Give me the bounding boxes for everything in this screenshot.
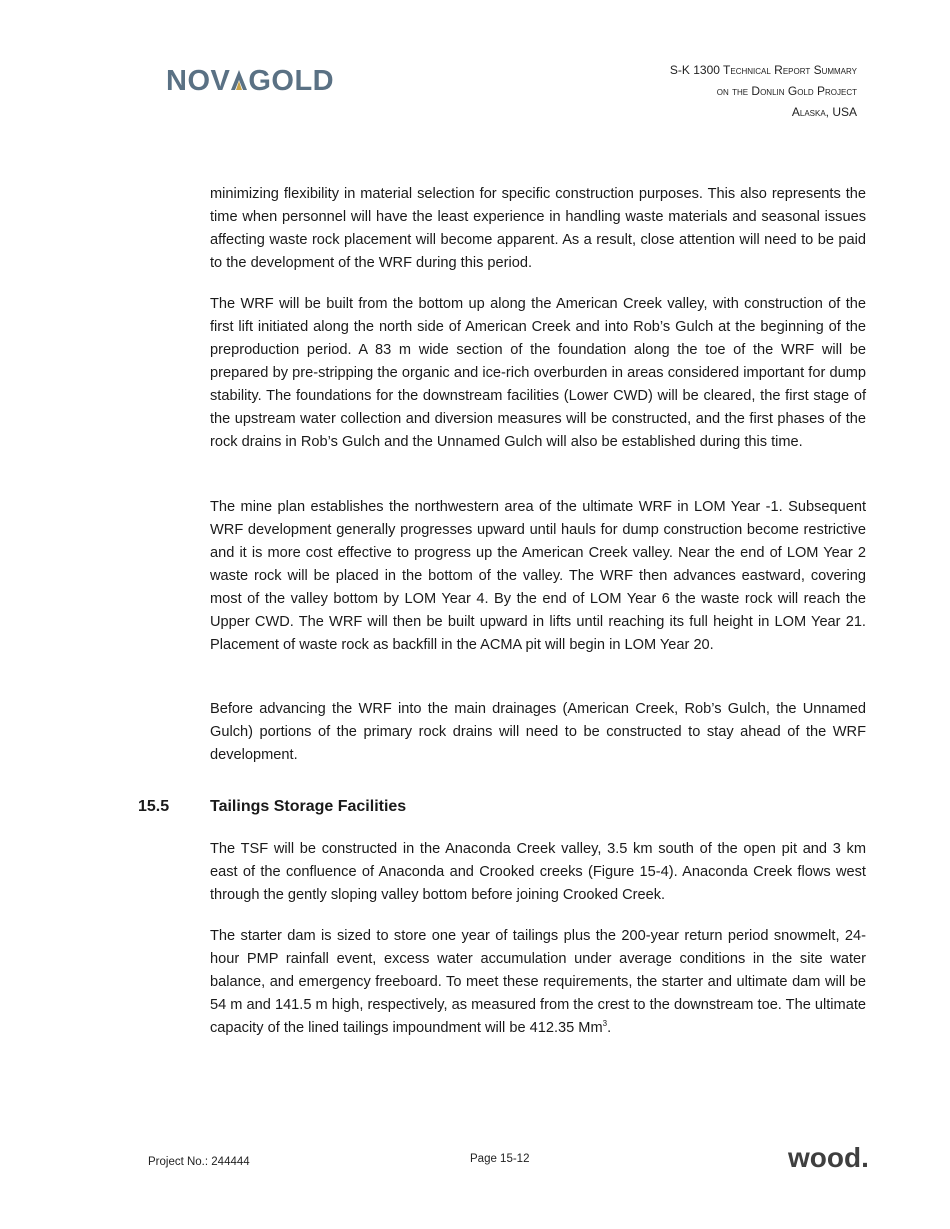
paragraph-6-main: The starter dam is sized to store one year of tailings plus the 200-year return period snowmelt, 24-hour PMP rainfall event, excess water accumulation under average conditions in the site water balance, and emergency freeboard. To meet these requirements, the starter and ultimate dam will be 54 m and 141.5 m high, respectively, as measured from the crest to the downstream toe. The ultimate capacity of the lined tailings impoundment will be 412.35 Mm	[210, 928, 866, 1036]
paragraph-5	[210, 838, 866, 907]
paragraph-6-end: .	[607, 1020, 612, 1036]
paragraph-2-text: The WRF will be built from the bottom up along the American Creek valley, with construction of the first lift initiated along the north side of American Creek and into Rob’s Gulch at the beginning of the preproduction period. A 83 m wide section of the foundation along the toe of the WRF will be prepared by pre-stripping the organic and ice-rich overburden in areas considered important for dump stability. The foundations for the downstream facilities (Lower CWD) will be cleared, the first stage of the upstream water collection and diversion measures will be constructed, and the first phases of the rock drains in Rob’s Gulch and the Unnamed Gulch will also be established during this time.	[210, 296, 866, 450]
section-number: 15.5	[138, 798, 170, 815]
paragraph-3-text: The mine plan establishes the northwestern area of the ultimate WRF in LOM Year -1. Subsequent WRF development generally progresses upward until hauls for dump construction become restrictive and it is more cost effective to progress up the American Creek valley. Near the end of LOM Year 2 waste rock will be placed in the bottom of the valley. The WRF then advances eastward, covering most of the valley bottom by LOM Year 4. By the end of LOM Year 6 the waste rock will reach the Upper CWD. The WRF will then be built upward in lifts until reaching its full height in LOM Year 21. Placement of waste rock as backfill in the ACMA pit will begin in LOM Year 20.	[210, 499, 866, 653]
wood-logo: wood.	[788, 1142, 869, 1173]
paragraph-3	[210, 496, 866, 657]
section-heading	[138, 795, 406, 819]
paragraph-6-text	[210, 925, 866, 1040]
novagold-logo	[166, 66, 334, 96]
paragraph-4	[210, 698, 866, 767]
project-number: Project No.: 244444	[148, 1156, 250, 1168]
page-number: Page 15-12	[470, 1153, 530, 1165]
cubed-superscript: 3	[602, 1019, 608, 1029]
logo-text-right: GOLD	[248, 65, 335, 97]
header-line-3: Alaska, USA	[791, 105, 857, 119]
paragraph-4-text: Before advancing the WRF into the main drainages (American Creek, Rob’s Gulch, the Unnamed Gulch) portions of the primary rock drains will need to be constructed to stay ahead of the WRF development.	[210, 701, 866, 763]
paragraph-1-text: minimizing flexibility in material selection for specific construction purposes. This also represents the time when personnel will have the least experience in handling waste materials and seasonal issues affecting waste rock placement will become apparent. As a result, close attention will need to be paid to the development of the WRF during this period.	[210, 186, 866, 271]
logo-text-left: NOV	[166, 65, 231, 97]
header-line-2: on the Donlin Gold Project	[716, 84, 857, 98]
paragraph-1	[210, 183, 866, 275]
header-line-1: S-K 1300 Technical Report Summary	[669, 63, 857, 77]
section-title: Tailings Storage Facilities	[210, 798, 407, 815]
paragraph-5-text: The TSF will be constructed in the Anaconda Creek valley, 3.5 km south of the open pit and 3 km east of the confluence of Anaconda and Crooked creeks (Figure 15-4). Anaconda Creek flows west through the gently sloping valley bottom before joining Crooked Creek.	[210, 841, 866, 903]
paragraph-2	[210, 293, 866, 454]
paragraph-6	[210, 925, 866, 1040]
report-header	[670, 60, 857, 123]
logo-a-triangle-icon	[230, 69, 248, 91]
